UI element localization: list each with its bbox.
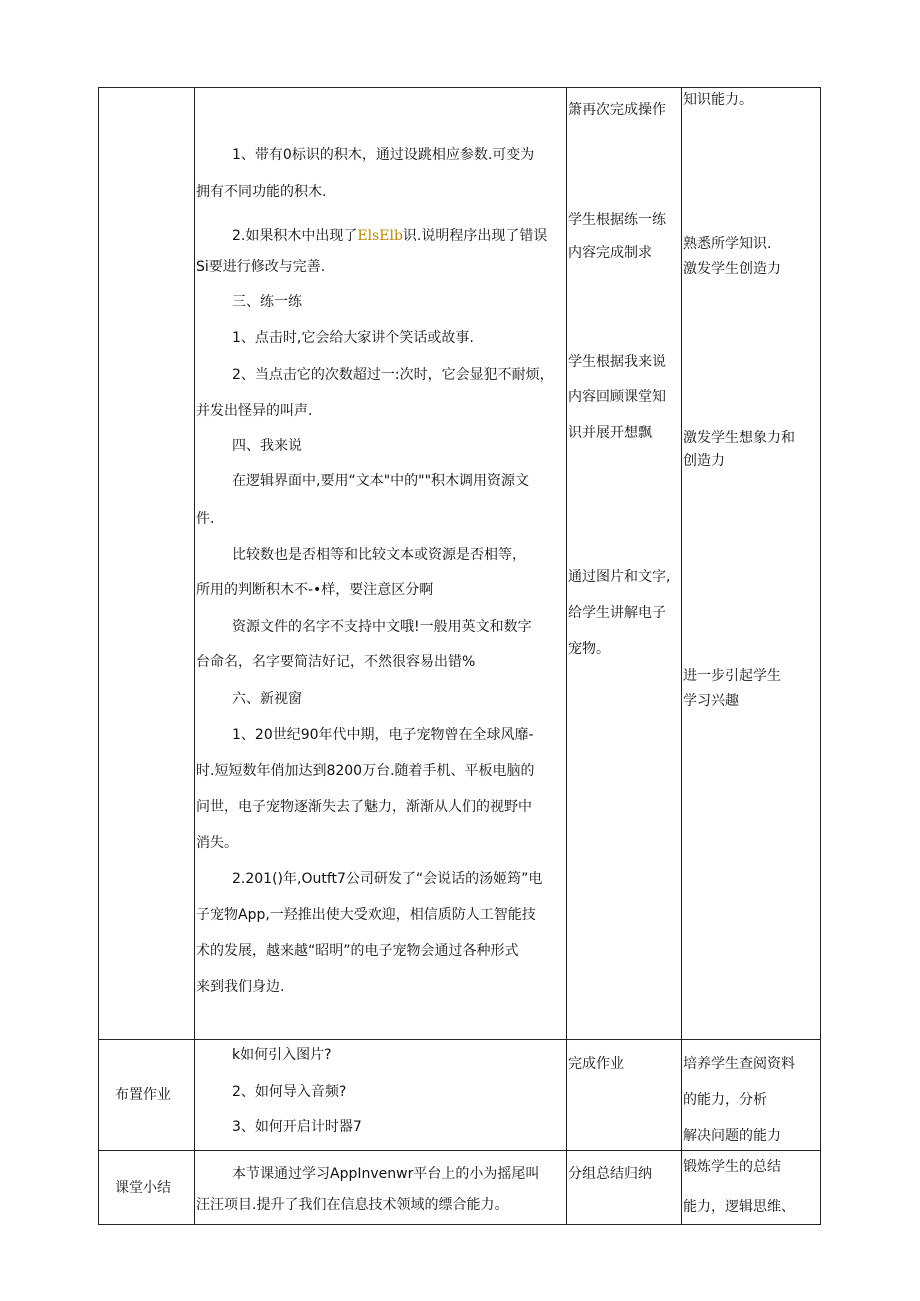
content-fragment: 识.说明程序出现了错误 — [402, 228, 548, 244]
content-line: 本节课通过学习AppInvenwr平台上的小为摇尾叫 — [232, 1166, 540, 1182]
content-line: Si要进行修改与完善. — [196, 259, 326, 275]
content-line: 台命名，名字要简洁好记，不然很容易出错% — [196, 654, 476, 670]
content-line: 并发出怪异的叫声. — [196, 403, 313, 419]
content-fragment: 2.如果积木中出现了 — [232, 228, 358, 244]
content-line: 子宠物App,一羟推出使大受欢迎，相信质防人工智能技 — [196, 907, 536, 923]
student-activity: 学生根据练一练 — [568, 212, 666, 228]
col-divider-2 — [566, 87, 567, 1225]
col-divider-1 — [194, 87, 195, 1225]
student-activity: 分组总结归纳 — [568, 1166, 652, 1182]
col-divider-3 — [681, 87, 682, 1225]
content-line: 1、带有0标识的积木，通过设跳相应参数.可变为 — [232, 147, 535, 163]
student-activity: 识并展开想飘 — [568, 425, 652, 441]
content-line: 件. — [196, 511, 215, 527]
design-intent: 创造力 — [683, 453, 725, 469]
student-activity: 宠物。 — [568, 641, 610, 657]
highlight-text: ElsElb — [357, 228, 403, 244]
content-line: 问世，电子宠物逐渐失去了魅力，渐渐从人们的视野中 — [196, 799, 532, 815]
content-line: 汪汪项目.提升了我们在信息技术领域的缥合能力。 — [196, 1197, 509, 1213]
content-line: k如何引入图片? — [232, 1047, 332, 1063]
content-line: 术的发展，越来越“昭明”的电子宠物会通过各种形式 — [196, 943, 519, 959]
section-heading: 六、新视窗 — [232, 691, 302, 707]
row-label-summary: 课堂小结 — [115, 1180, 171, 1196]
design-intent: 解决问题的能力 — [683, 1128, 781, 1144]
row-label-homework: 布置作业 — [115, 1087, 171, 1103]
design-intent: 培养学生查阅资料 — [683, 1056, 795, 1072]
content-line: 消失。 — [196, 835, 238, 851]
content-line: 2.201()年,Outft7公司研发了“会说话的汤姬筠”电 — [232, 871, 543, 887]
content-line — [232, 226, 547, 246]
student-activity: 学生根据我来说 — [568, 354, 666, 370]
design-intent: 的能力，分析 — [683, 1092, 767, 1108]
content-line: 比较数也是否相等和比较文本或资源是否相等， — [232, 547, 526, 563]
row-divider-2 — [98, 1150, 821, 1151]
design-intent: 熟悉所学知识. — [683, 236, 772, 252]
content-line: 所用的判断积木不-•样，要注意区分啊 — [196, 582, 434, 598]
row-divider-1 — [98, 1039, 821, 1040]
content-line: 1、20世纪90年代中期，电子宠物曾在全球风靡- — [232, 727, 534, 743]
student-activity: 内容完成制求 — [568, 245, 652, 261]
section-heading: 三、练一练 — [232, 294, 302, 310]
student-activity: 完成作业 — [568, 1056, 624, 1072]
content-line: 在逻辑界面中,要用“文本"中的""积木调用资源文 — [232, 473, 530, 489]
section-heading: 四、我来说 — [232, 438, 302, 454]
content-line: 时.短短数年俏加达到8200万台.随着手机、平板电脑的 — [196, 763, 535, 779]
design-intent: 进一步引起学生 — [683, 668, 781, 684]
content-line: 2、如何导入音频? — [232, 1084, 347, 1100]
student-activity: 给学生讲解电子 — [568, 605, 666, 621]
student-activity: 内容回顾课堂知 — [568, 389, 666, 405]
student-activity: 箫再次完成操作 — [568, 102, 666, 118]
design-intent: 锻炼学生的总结 — [683, 1159, 781, 1175]
design-intent: 激发学生想象力和 — [683, 430, 795, 446]
design-intent: 激发学生创造力 — [683, 261, 781, 277]
design-intent: 知识能力。 — [683, 92, 753, 108]
design-intent: 学习兴趣 — [683, 693, 739, 709]
content-line: 2、当点击它的次数超过一:次时，它会显犯不耐烦， — [232, 367, 554, 383]
design-intent: 能力，逻辑思维、 — [683, 1199, 795, 1215]
student-activity: 通过图片和文字, — [568, 569, 671, 585]
content-line: 拥有不同功能的积木. — [196, 184, 327, 200]
content-line: 资源文件的名字不支持中文哦!一般用英文和数字 — [232, 619, 532, 635]
content-line: 来到我们身边. — [196, 979, 285, 995]
content-line: 1、点击时,它会给大家讲个笑话或故事. — [232, 330, 474, 346]
content-line: 3、如何开启计时器7 — [232, 1119, 362, 1135]
